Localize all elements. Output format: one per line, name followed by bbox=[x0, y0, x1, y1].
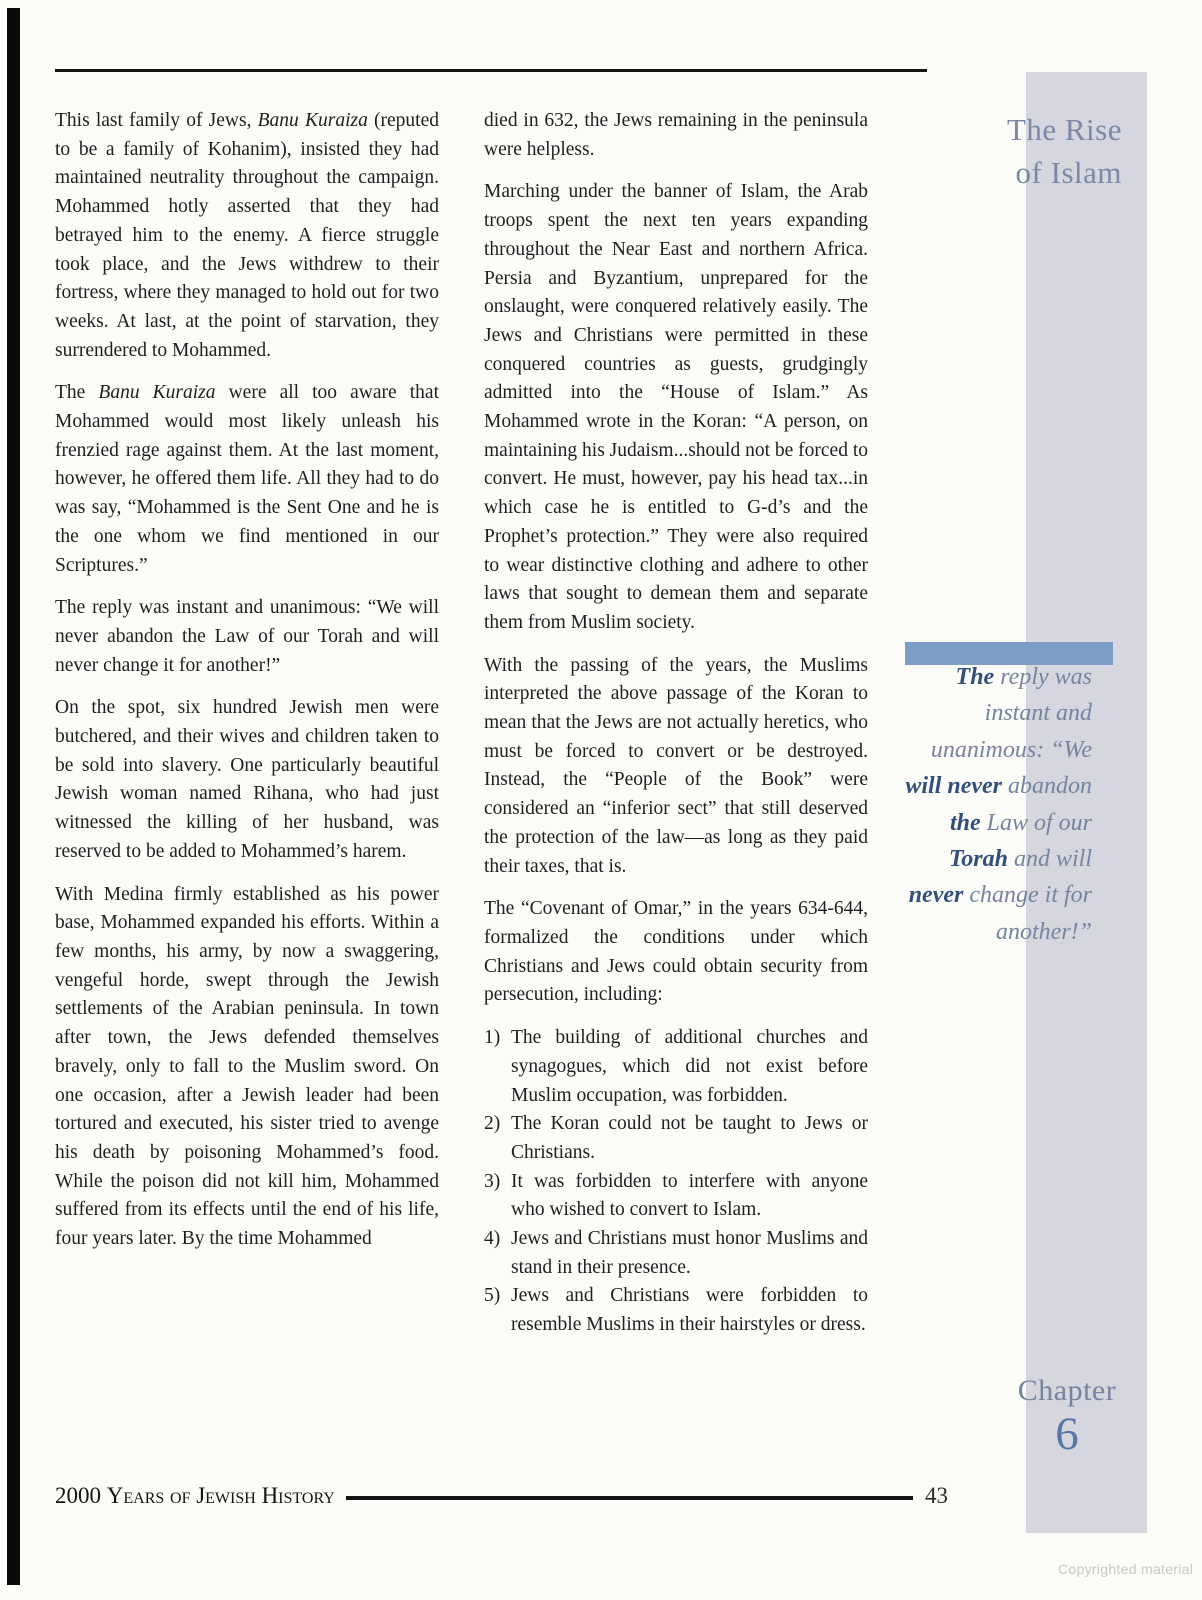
copyright-watermark: Copyrighted material bbox=[1058, 1561, 1194, 1577]
text-segment: Years of Jewish History bbox=[106, 1483, 335, 1508]
left-text-column bbox=[55, 107, 439, 1254]
list-item bbox=[484, 1168, 868, 1225]
list-item-text: The building of additional churches and synagogues, which did not exist before Muslim occupation, was forbidden. bbox=[511, 1027, 868, 1106]
text-segment: unanimous: “We bbox=[930, 736, 1092, 763]
text-segment: instant and bbox=[984, 700, 1092, 727]
text-segment: The bbox=[955, 664, 995, 690]
italic-term: Banu Kuraiza bbox=[98, 382, 216, 404]
right-text-column bbox=[484, 107, 868, 1340]
paragraph: The reply was instant and unanimous: “We will never abandon the Law of our Torah and will never change it for another!” bbox=[55, 597, 439, 676]
list-item-text: Jews and Christians must honor Muslims and stand in their presence. bbox=[511, 1228, 868, 1278]
paragraph: died in 632, the Jews remaining in the peninsula were helpless. bbox=[484, 110, 868, 160]
pullquote-line bbox=[822, 659, 1092, 695]
list-item-number: 5) bbox=[484, 1285, 501, 1307]
pullquote-line bbox=[822, 732, 1092, 768]
list-item bbox=[484, 1282, 868, 1339]
list-item-number: 4) bbox=[484, 1228, 501, 1250]
chapter-label: Chapter bbox=[1017, 1374, 1117, 1407]
text-segment: Law of our bbox=[980, 809, 1092, 836]
page-number: 43 bbox=[925, 1483, 948, 1508]
text-segment: abandon bbox=[1002, 773, 1092, 800]
list-item-number: 1) bbox=[484, 1027, 501, 1049]
text-segment: will never bbox=[905, 773, 1002, 800]
list-item-text: It was forbidden to interfere with anyone who wished to convert to Islam. bbox=[511, 1170, 868, 1221]
paragraph: With the passing of the years, the Muslims interpreted the above passage of the Koran to mean that the Jews are not actually heretics, who must be forced to convert or be destroyed. Instead, the “People of the Book” were considered an “inferior sect” that still deserved the protection of the law—as long as they paid their taxes, that is. bbox=[484, 654, 868, 877]
paragraph: Marching under the banner of Islam, the Arab troops spent the next ten years expanding throughout the Near East and northern Africa. Persia and Byzantium, unprepared for the onslaught, were conquered relatively easily. The Jews and Christians were permitted in these conquered countries as guests, grudgingly admitted into the “House of Islam.” As Mohammed wrote in the Koran: “A person, on maintaining his Judaism...should not be forced to convert. He must, however, pay his head tax...in which case he is entitled to G-d’s and the Prophet’s protection.” They were also required to wear distinctive clothing and adhere to other laws that sought to demean them and separate them from Muslim society. bbox=[484, 181, 868, 633]
paragraph: With Medina firmly established as his power base, Mohammed expanded his efforts. Within a few months, his army, by now a swaggering, vengeful horde, swept through the Jewish settlements of the Arabian peninsula. In town after town, the Jews defended themselves bravely, only to fall to the Muslim sword. On one occasion, after a Jewish leader had been tortured and executed, his sister tried to avenge his death by poisoning Mohammed’s food. While the poison did not kill him, Mohammed suffered from its effects until the end of his life, four years later. By the time Mohammed bbox=[55, 883, 439, 1250]
text-segment: reply was bbox=[994, 664, 1092, 690]
page-edge-bar bbox=[7, 8, 20, 1585]
top-rule bbox=[55, 69, 927, 72]
text-segment: were all too aware that Mohammed would most likely unleash his frenzied rage against them. At the last moment, however, he offered them life. All they had to do was say, “Mohammed is the Sent One and he is the one whom we find mentioned in our Scriptures.” bbox=[55, 382, 440, 576]
covenant-conditions-list bbox=[484, 1024, 868, 1340]
page-footer bbox=[55, 1483, 948, 1509]
list-item bbox=[484, 1110, 868, 1167]
list-item-number: 2) bbox=[484, 1113, 501, 1135]
list-item-text: Jews and Christians were forbidden to resemble Muslims in their hairstyles or dress. bbox=[511, 1285, 868, 1336]
paragraph: On the spot, six hundred Jewish men were butchered, and their wives and children taken to be sold into slavery. One particularly beautiful Jewish woman named Rihana, who had just witnessed the killing of her husband, was reserved to be added to Mohammed’s harem. bbox=[55, 697, 439, 862]
chapter-title-line: of Islam bbox=[1015, 155, 1122, 190]
chapter-number: 6 bbox=[1055, 1408, 1079, 1460]
list-item-text: The Koran could not be taught to Jews or Christians. bbox=[511, 1113, 868, 1163]
text-segment: never bbox=[908, 882, 964, 909]
text-segment: This last family of Jews, bbox=[55, 110, 258, 131]
text-segment: The bbox=[55, 382, 99, 404]
text-segment: (reputed to be a family of Kohanim), insisted they had maintained neutrality throughout the campaign. Mohammed hotly asserted that they had betrayed him to the enemy. A fierce struggle took place, and the Jews withdrew to their fortress, where they managed to hold out for two weeks. At last, at the point of starvation, they surrendered to Mohammed. bbox=[55, 110, 439, 361]
pullquote-line bbox=[822, 768, 1092, 804]
text-segment: 2000 bbox=[55, 1483, 101, 1508]
footer-rule bbox=[346, 1496, 913, 1500]
list-item bbox=[484, 1225, 868, 1282]
text-segment: Torah bbox=[948, 846, 1008, 873]
pullquote-line bbox=[822, 841, 1092, 877]
pullquote-line bbox=[822, 914, 1092, 950]
pullquote-line bbox=[822, 877, 1092, 913]
chapter-title bbox=[1007, 108, 1122, 194]
chapter-block bbox=[1008, 1374, 1126, 1460]
pullquote bbox=[822, 659, 1092, 950]
italic-term: Banu Kuraiza bbox=[257, 110, 368, 131]
text-segment: and will bbox=[1007, 846, 1092, 873]
list-item bbox=[484, 1024, 868, 1110]
text-segment: change it for bbox=[963, 882, 1092, 909]
text-segment: the bbox=[949, 809, 981, 836]
text-segment: another!” bbox=[996, 918, 1092, 945]
list-item-number: 3) bbox=[484, 1170, 501, 1192]
pullquote-line bbox=[822, 695, 1092, 731]
paragraph bbox=[55, 379, 439, 580]
pullquote-line bbox=[822, 805, 1092, 841]
paragraph bbox=[55, 107, 439, 365]
book-series-title bbox=[55, 1483, 335, 1509]
paragraph: The “Covenant of Omar,” in the years 634-644, formalized the conditions under which Christians and Jews could obtain security from persecution, including: bbox=[484, 898, 868, 1006]
chapter-title-line: The Rise bbox=[1006, 112, 1122, 147]
